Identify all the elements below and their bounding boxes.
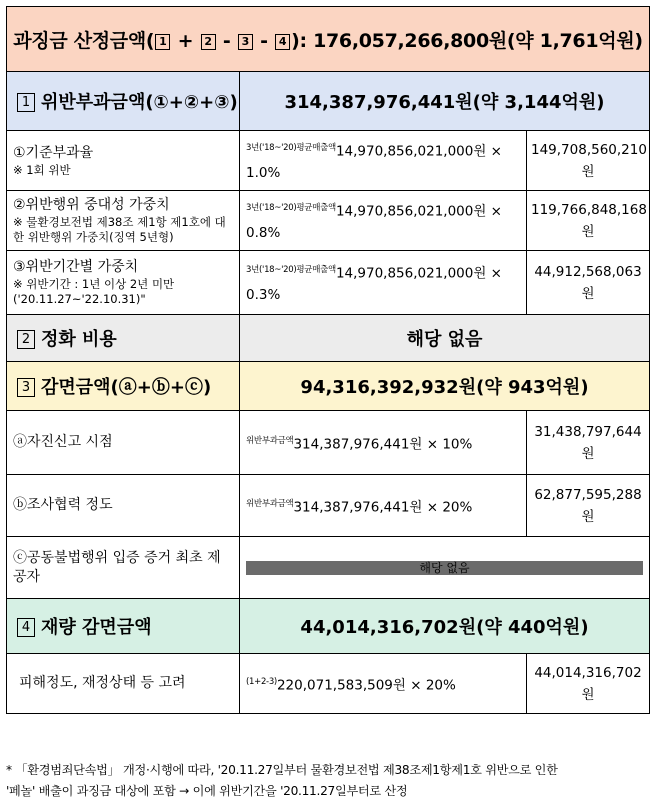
table-row (7, 131, 650, 191)
box-number-2: 2 (201, 34, 216, 50)
row-calculation: $^{3년('18\sim'20)평균매출액}$14,970,856,021,000원 × 0.3% (240, 251, 527, 315)
table-row (7, 654, 650, 714)
section2-header-row (7, 315, 650, 362)
row-result: 31,438,797,644원 (527, 411, 650, 475)
table-row (7, 537, 650, 599)
section1-amount: 314,387,976,441원(약 3,144억원) (240, 72, 650, 131)
section4-amount: 44,014,316,702원(약 440억원) (240, 599, 650, 654)
not-applicable-bar: 해당 없음 (246, 561, 643, 575)
row-calculation: $^{위반부과금액}$314,387,976,441원 × 10% (240, 411, 527, 475)
row-label: ⓐ자진신고 시점 (7, 411, 240, 475)
table-title: 과징금 산정금액( 1 + 2 - 3 - 4 ): 176,057,266,800원(약 1,761억원) (7, 7, 650, 72)
penalty-calculation-table (6, 6, 650, 714)
row-label: ③위반기간별 가중치 ※ 위반기간 : 1년 이상 2년 미만 ('20.11.27~'22.10.31)" (7, 251, 240, 315)
section3-header-row (7, 362, 650, 411)
row-label: ②위반행위 중대성 가중치 ※ 물환경보전법 제38조 제1항 제1호에 대한 위반행위 가중치(징역 5년형) (7, 191, 240, 251)
section1-label: 1 위반부과금액(①+②+③) (7, 72, 240, 131)
row-calculation: $^{위반부과금액}$314,387,976,441원 × 20% (240, 475, 527, 537)
row-label: ①기준부과율 ※ 1회 위반 (7, 131, 240, 191)
box-number-4: 4 (275, 34, 290, 50)
section1-header-row (7, 72, 650, 131)
footnote-line-1: * 「환경범죄단속법」 개정·시행에 따라, '20.11.27일부터 물환경보전법 제38조제1항제1호 위반으로 인한 (6, 763, 558, 777)
row-calculation: $^{(1+2-3)}$220,071,583,509원 × 20% (240, 654, 527, 714)
title-row (7, 7, 650, 72)
section4-header-row (7, 599, 650, 654)
row-result: 149,708,560,210원 (527, 131, 650, 191)
footnote-line-2: '페놀' 배출이 과징금 대상에 포함 → 이에 위반기간을 '20.11.27일부터로 산정 (6, 784, 408, 798)
section3-amount: 94,316,392,932원(약 943억원) (240, 362, 650, 411)
section3-label: 3 감면금액(ⓐ+ⓑ+ⓒ) (7, 362, 240, 411)
row-label: 피해정도, 재정상태 등 고려 (7, 654, 240, 714)
box-number-1: 1 (155, 34, 170, 50)
section4-label: 4 재량 감면금액 (7, 599, 240, 654)
section2-amount: 해당 없음 (240, 315, 650, 362)
table-row (7, 191, 650, 251)
table-row (7, 251, 650, 315)
section2-label: 2 정화 비용 (7, 315, 240, 362)
row-calculation: $^{3년('18\sim'20)평균매출액}$14,970,856,021,000원 × 1.0% (240, 131, 527, 191)
table-row (7, 411, 650, 475)
row-label: ⓒ공동불법행위 입증 증거 최초 제공자 (7, 537, 240, 599)
row-not-applicable (240, 537, 650, 599)
row-result: 44,014,316,702원 (527, 654, 650, 714)
row-label: ⓑ조사협력 정도 (7, 475, 240, 537)
table-row (7, 475, 650, 537)
row-result: 62,877,595,288원 (527, 475, 650, 537)
row-calculation: $^{3년('18\sim'20)평균매출액}$14,970,856,021,000원 × 0.8% (240, 191, 527, 251)
row-result: 44,912,568,063원 (527, 251, 650, 315)
row-result: 119,766,848,168원 (527, 191, 650, 251)
box-number-3: 3 (238, 34, 253, 50)
footnote (6, 760, 649, 802)
